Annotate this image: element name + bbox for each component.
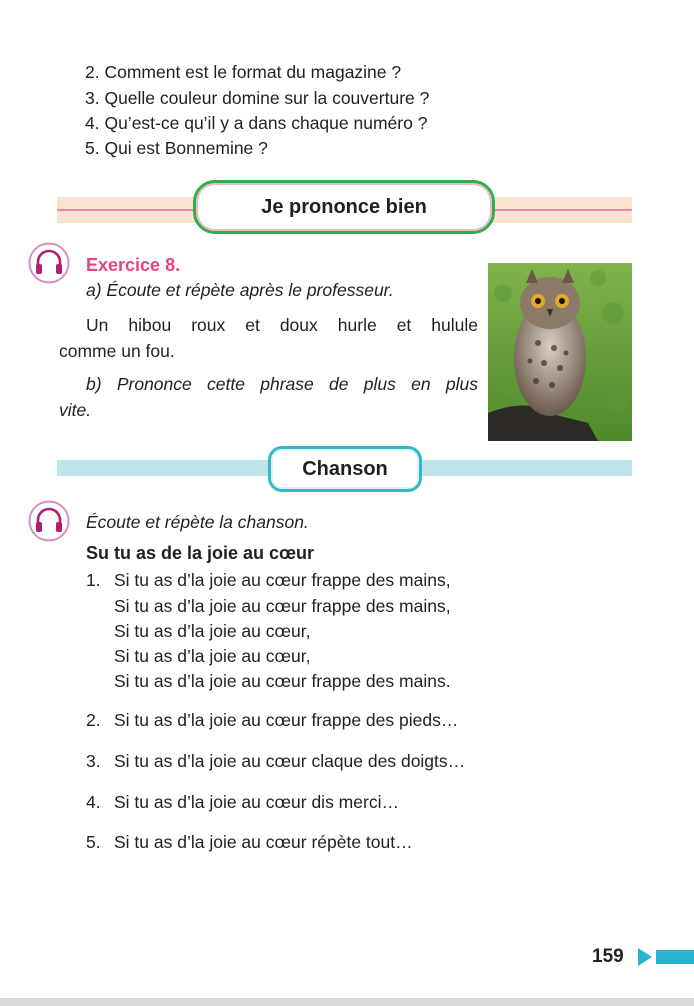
song-line: Si tu as d’la joie au cœur frappe des mains, [114,596,451,616]
song-line: Si tu as d’la joie au cœur frappe des mains. [114,671,451,691]
verse-text: Si tu as d’la joie au cœur répète tout… [114,832,413,852]
verse-number: 1. [86,570,101,590]
section-title-pronounce: Je prononce bien [193,180,495,234]
tongue-twister-line2: comme un fou. [59,341,175,361]
song-line: Si tu as d’la joie au cœur, [114,646,311,666]
verse-text: Si tu as d’la joie au cœur frappe des pieds… [114,710,459,730]
verse-text: Si tu as d’la joie au cœur claque des doigts… [114,751,466,771]
page-footer-rule [0,998,694,1006]
arrow-right-icon [636,946,694,968]
song-instruction: Écoute et répète la chanson. [86,512,309,532]
exercise-part-a: a) Écoute et répète après le professeur. [86,280,394,300]
verse-number: 4. [86,792,101,812]
question-5: 5. Qui est Bonnemine ? [85,138,268,158]
question-4: 4. Qu’est-ce qu’il y a dans chaque numéro ? [85,113,428,133]
owl-photo [488,263,632,441]
exercise-part-b-line2: vite. [59,400,92,420]
tongue-twister-line1: Un hibou roux et doux hurle et hulule [86,315,478,335]
song-line: Si tu as d’la joie au cœur, [114,621,311,641]
verse-number: 2. [86,710,101,730]
song-line: Si tu as d’la joie au cœur frappe des mains, [114,570,451,590]
exercise-title: Exercice 8. [86,255,181,275]
song-title: Su tu as de la joie au cœur [86,543,315,563]
question-3: 3. Quelle couleur domine sur la couverture ? [85,88,430,108]
exercise-part-b-line1: b) Prononce cette phrase de plus en plus [86,374,478,394]
verse-number: 3. [86,751,101,771]
question-2: 2. Comment est le format du magazine ? [85,62,402,82]
headphones-icon [28,500,70,542]
page-number: 159 [592,946,624,967]
section-title-song: Chanson [268,446,422,492]
verse-number: 5. [86,832,101,852]
headphones-icon [28,242,70,284]
verse-text: Si tu as d’la joie au cœur dis merci… [114,792,399,812]
